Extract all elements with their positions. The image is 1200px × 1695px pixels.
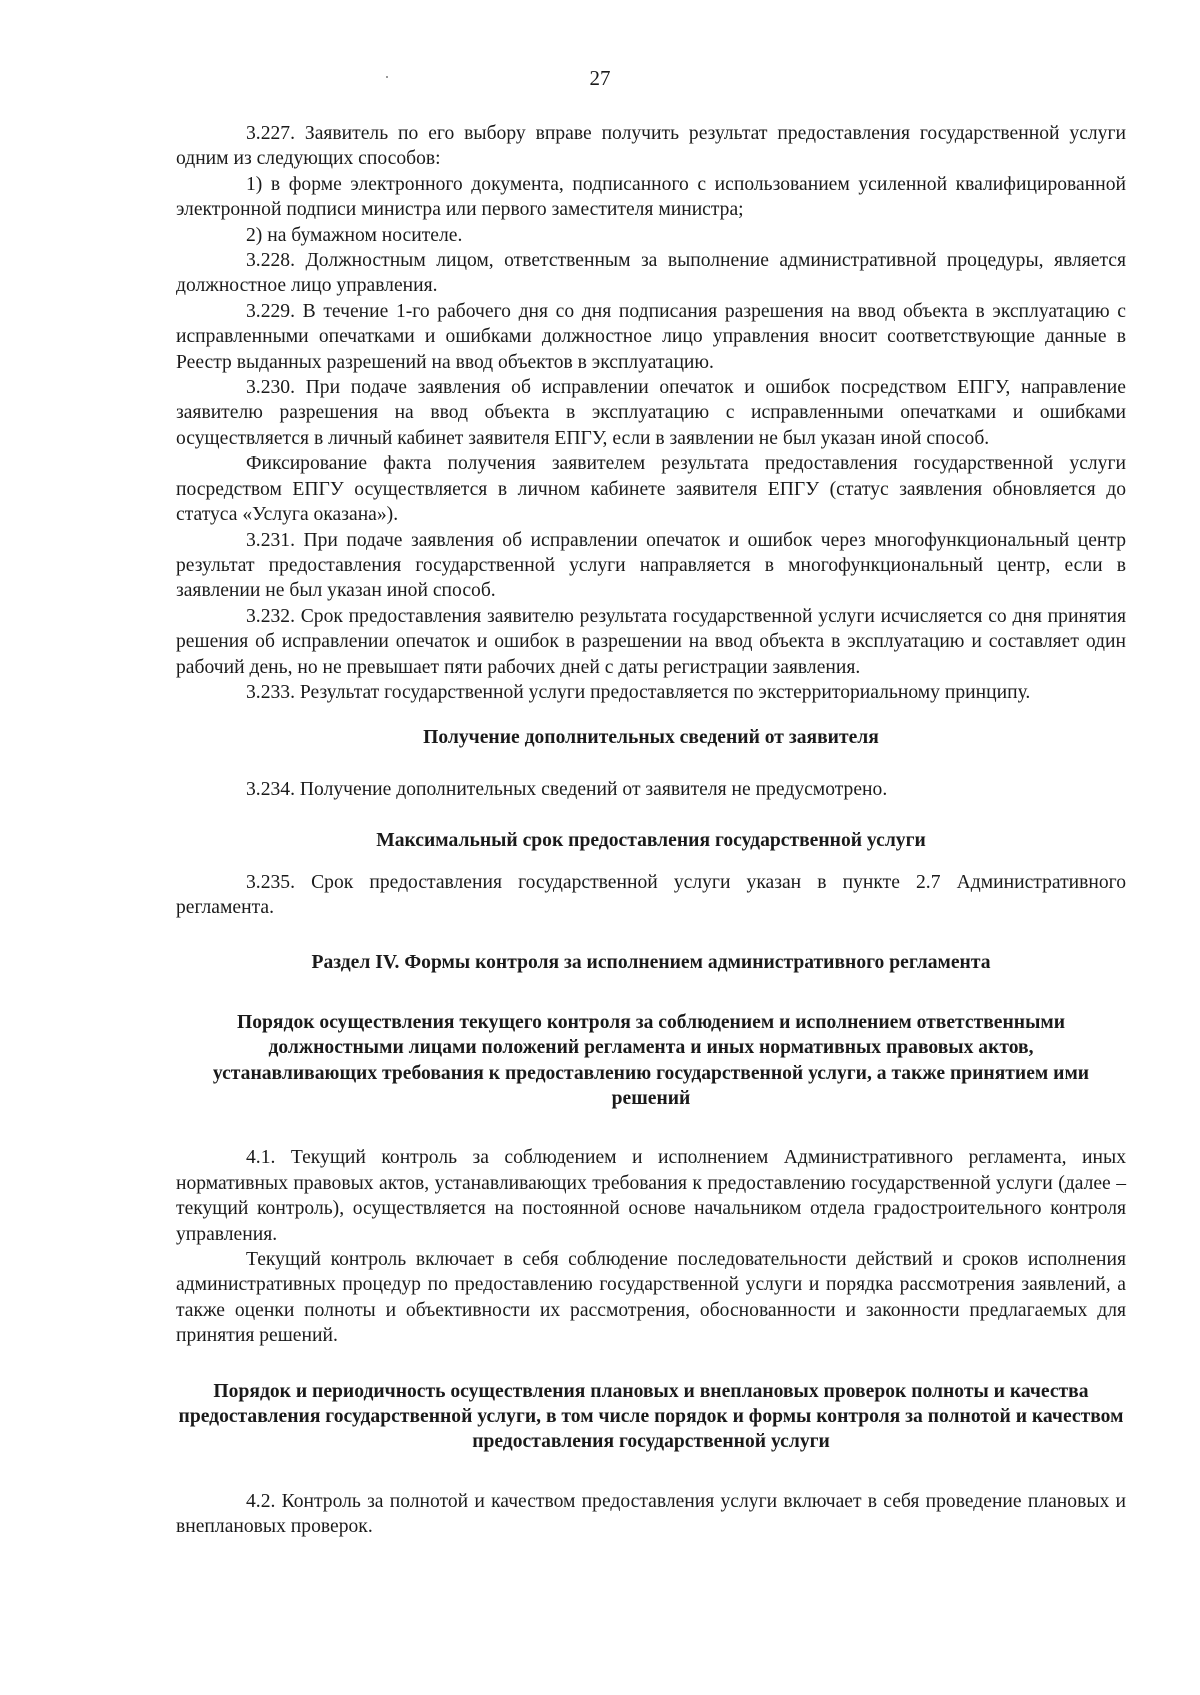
paragraph-3-227-item-2: 2) на бумажном носителе.	[246, 224, 463, 246]
paragraph-3-232: 3.232. Срок предоставления заявителю результата государственной услуги исчисляется со дня принятия решения об исправлении опечаток и ошибок в разрешении на ввод объекта в эксплуатацию и составляет один рабочий день, но не превышает пяти рабочих дней с даты регистрации заявления.	[176, 605, 1126, 678]
paragraph-3-230-fixation: Фиксирование факта получения заявителем результата предоставления государственной услуги посредством ЕПГУ осуществляется в личном кабинете заявителя ЕПГУ (статус заявления обновляется до статуса «Услуга оказана»).	[176, 453, 1126, 526]
heading-inspections: Порядок и периодичность осуществления плановых и внеплановых проверок полноты и качества предоставления государственной услуги, в том числе порядок и формы контроля за полнотой и качеством предоставления государственной услуги	[178, 1380, 1124, 1453]
paragraph-3-231: 3.231. При подаче заявления об исправлении опечаток и ошибок через многофункциональный центр результат предоставления государственной услуги направляется в многофункциональный центр, если в заявлении не был указан иной способ.	[176, 529, 1126, 602]
paragraph-3-230: 3.230. При подаче заявления об исправлении опечаток и ошибок посредством ЕПГУ, направление заявителю разрешения на ввод объекта в эксплуатацию с исправленными опечатками и ошибками осуществляется в личный кабинет заявителя ЕПГУ, если в заявлении не был указан иной способ.	[176, 377, 1126, 449]
page-number: 27	[589, 66, 611, 90]
paragraph-3-227: 3.227. Заявитель по его выбору вправе получить результат предоставления государственной услуги одним из следующих способов:	[176, 123, 1126, 170]
paragraph-3-235: 3.235. Срок предоставления государственной услуги указан в пункте 2.7 Административного регламента.	[176, 871, 1126, 918]
heading-additional-info: Получение дополнительных сведений от заявителя	[423, 727, 879, 749]
heading-max-term: Максимальный срок предоставления государственной услуги	[376, 830, 926, 852]
paragraph-3-234: 3.234. Получение дополнительных сведений от заявителя не предусмотрено.	[246, 778, 888, 800]
document-body	[176, 121, 1126, 1540]
paragraph-3-227-item-1: 1) в форме электронного документа, подписанного с использованием усиленной квалифицированной электронной подписи министра или первого заместителя министра;	[176, 173, 1126, 221]
paragraph-3-228: 3.228. Должностным лицом, ответственным за выполнение административной процедуры, является должностное лицо управления.	[176, 250, 1126, 297]
paragraph-3-233: 3.233. Результат государственной услуги предоставляется по экстерриториальному принципу.	[246, 681, 1031, 703]
paragraph-4-1: 4.1. Текущий контроль за соблюдением и исполнением Административного регламента, иных нормативных правовых актов, устанавливающих требования к предоставлению государственной услуги (далее – текущий контроль), осуществляется на постоянной основе начальником отдела градостроительного контроля управления.	[176, 1147, 1126, 1245]
heading-section-iv: Раздел IV. Формы контроля за исполнением административного регламента	[311, 952, 991, 974]
paragraph-4-1-continued: Текущий контроль включает в себя соблюдение последовательности действий и сроков исполнения административных процедур по предоставлению государственной услуги и порядка рассмотрения заявлений, а также оценки полноты и объективности их рассмотрения, обоснованности и законности предлагаемых для принятия решений.	[176, 1249, 1126, 1347]
paragraph-4-2: 4.2. Контроль за полнотой и качеством предоставления услуги включает в себя проведение плановых и внеплановых проверок.	[176, 1490, 1126, 1538]
paragraph-3-229: 3.229. В течение 1-го рабочего дня со дня подписания разрешения на ввод объекта в эксплуатацию с исправленными опечатками и ошибками должностное лицо управления вносит соответствующие данные в Реестр выданных разрешений на ввод объектов в эксплуатацию.	[176, 300, 1126, 373]
heading-current-control: Порядок осуществления текущего контроля за соблюдением и исполнением ответственными должностными лицами положений регламента и иных нормативных правовых актов, устанавливающих требования к предоставлению государственной услуги, а также принятием ими решений	[212, 1011, 1090, 1109]
